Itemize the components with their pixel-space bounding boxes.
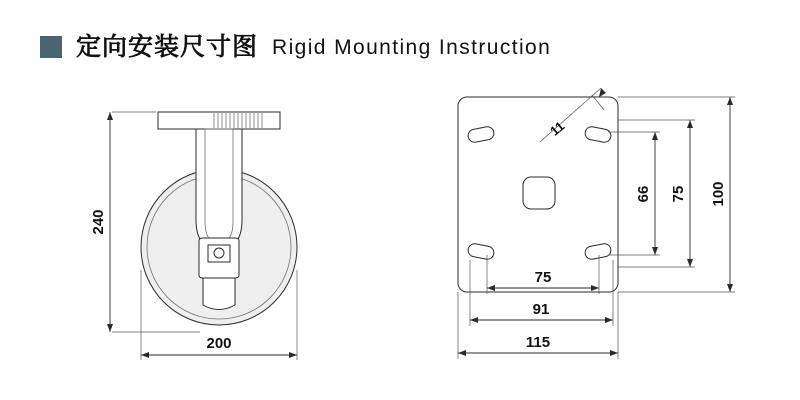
- dimension-200-label: 200: [206, 335, 232, 352]
- dimension-75-vertical: [618, 120, 695, 267]
- dimension-91-label: 91: [532, 301, 550, 318]
- diagram-header: [40, 30, 551, 64]
- top-plate-view: [458, 88, 735, 359]
- dimension-115-label: 115: [525, 334, 551, 351]
- side-elevation-view: [90, 112, 297, 360]
- fork-body: [196, 129, 242, 252]
- square-marker-icon: [40, 36, 62, 58]
- technical-drawing: [0, 70, 800, 400]
- dimension-100-label: 100: [710, 181, 727, 207]
- top-plate-outline: [458, 97, 618, 292]
- page-title-cn: 定向安装尺寸图: [76, 32, 259, 61]
- dimension-75-vertical-label: 75: [670, 185, 687, 203]
- dimension-66-label: 66: [635, 185, 652, 203]
- dimension-240-label: 240: [90, 209, 107, 235]
- dimension-11-label: 11: [547, 118, 568, 139]
- drawing-canvas: [0, 70, 800, 400]
- axle-lower-bracket: [203, 278, 235, 310]
- page-title-en: Rigid Mounting Instruction: [272, 35, 552, 59]
- dimension-75-horizontal-label: 75: [534, 269, 552, 286]
